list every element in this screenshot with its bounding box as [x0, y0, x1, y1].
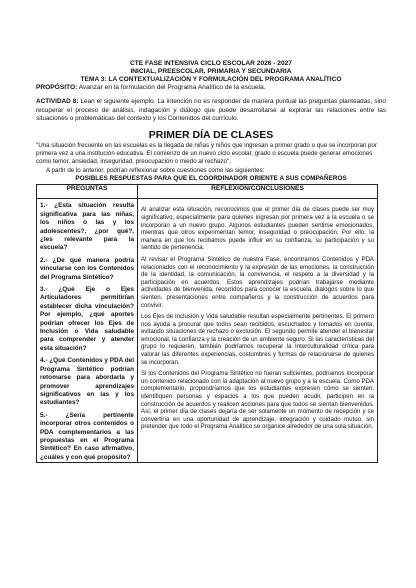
purpose-text: Avanzar en la formulación del Programa Analítico de la escuela.	[77, 84, 266, 91]
table-header-row	[37, 185, 378, 199]
questions-table	[36, 184, 378, 463]
reflection-intro: A partir de lo anterior, podrían reflexionar sobre cuestiones como las siguientes:	[46, 167, 265, 175]
header-line-2: INICIAL, PREESCOLAR, PRIMARIA Y SECUNDARIA	[130, 68, 292, 75]
header-line-3: TEMA 3: LA CONTEXTUALIZACIÓN Y FORMULACIÓN DEL PROGRAMA ANALÍTICO	[80, 76, 342, 83]
section-title: PRIMER DÍA DE CLASES	[148, 128, 274, 141]
activity-paragraph	[36, 98, 386, 124]
question-5: 5.- ¿Sería pertinente incorporar otros contenidos o PDA complementarios a las propuestas en el Programa Sintético? En caso afirmativo, ¿cuáles y con qué propósito?	[40, 411, 134, 461]
questions-cell	[37, 199, 138, 463]
purpose-label: PROPÓSITO:	[36, 84, 78, 91]
column-header-reflections: REFLEXIÓN/CONCLUSIONES	[138, 185, 378, 199]
header-line-1: CTE FASE INTENSIVA CICLO ESCOLAR 2026 - 2027	[130, 60, 292, 67]
reflections-cell	[138, 199, 378, 463]
reflection-3: Los Ejes de Inclusión y Vida saludable resultan especialmente pertinentes. El primero nos ayuda a procurar que todos sean recibidos, escuchados y tomados en cuenta, evitando situaciones de rechazo o exclusión. El segundo permite atender el bienestar emocional, la confianza y la creación de un ambiente seguro. Si las características del grupo lo requieren, también podríamos recuperar la Interculturalidad crítica para valorar las diferentes experiencias, costumbres y formas de relacionarse de quienes se incorporan.	[141, 313, 374, 366]
situation-quote: "Una situación frecuente en las escuelas es la llegada de niñas y niños que ingresan a primer grado o que se incorporan por primera vez a una institución educativa. El comienzo de un nuevo ciclo escolar, grado o escuela puede generar emociones como temor, ansiedad, inseguridad, preocupación o miedo al rechazo".	[36, 141, 378, 166]
question-4: 4.- ¿Qué Contenidos y PDA del Programa Sintético podrían retomarse para abordarla y promover aprendizajes significativos en las y los estudiantes?	[40, 357, 134, 407]
column-header-questions: PREGUNTAS	[37, 185, 138, 199]
question-1: 1.- ¿Esta situación resulta significativa para las niñas, los niños o las y los adolescentes?, ¿por qué?, ¿les relevante para la escuela?	[40, 202, 134, 252]
activity-text: Lean el siguiente ejemplo. La intención no es responder de manera puntual las preguntas planteadas, sino recuperar el proceso de análisis, indagación y diálogo que puede desarrollarse al explorar las relaciones entre las situaciones o problemáticas del contexto y los Contenidos del currículo.	[36, 98, 386, 123]
activity-label: ACTIVIDAD 8:	[36, 98, 79, 105]
table-row	[37, 199, 378, 463]
reflection-2: Al revisar el Programa Sintético de nuestra Fase, encontramos Contenidos y PDA relacionados con el reconocimiento y la expresión de las emociones, la construcción de la identidad, la comunicación, la convivencia, el respeto a la diversidad y la participación en acuerdos. Estos aprendizajes podrían trabajarse mediante actividades de bienvenida, recorridos para conocer la escuela, diálogos sobre lo que sienten, presentaciones entre compañeros y la construcción de acuerdos para convivir.	[141, 255, 374, 309]
table-heading: POSIBLES RESPUESTAS PARA QUE EL COORDINADOR ORIENTE A SUS COMPAÑEROS	[75, 175, 347, 183]
purpose-paragraph	[36, 84, 386, 92]
reflection-4: Si los Contenidos del Programa Sintético no fueran suficientes, podríamos incorporar un contenido relacionado con la adaptación al nuevo grupo y a la escuela. Como PDA complementario, propondríamos que los estudiantes expresen cómo se sienten, identifiquen personas y espacios a los que pueden acudir, participen en la construcción de acuerdos y realicen acciones para que todos se sientan bienvenidos. Así, el primer día de clases dejaría de ser solamente un momento de recepción y se convertiría en una oportunidad de aprendizaje, integración y cuidado mutuo, sin pretender que todo el Programa Analítico se organice alrededor de una sola situación.	[141, 370, 374, 431]
question-2: 2.- ¿De qué manera podría vincularse con los Contenidos del Programa Sintético?	[40, 256, 134, 281]
reflection-1: Al analizar esta situación, reconocimos que el primer día de clases puede ser muy significativo, especialmente para quienes ingresan por primera vez a la escuela o se incorporan a un nuevo grupo. Algunos estudiantes pueden sentirse emocionados, mientras que otros experimentan temor, inseguridad o preocupación. Por ello, la manera en que los recibamos puede influir en su confianza, su participación y su sentido de pertenencia.	[141, 206, 374, 252]
question-3: 3.- ¿Qué Eje o Ejes Articuladores permitirían establecer dicha vinculación? Por ejemplo, ¿qué aportes podrían ofrecer los Ejes de Inclusión o Vida saludable para comprender y atender esta situación?	[40, 286, 134, 352]
